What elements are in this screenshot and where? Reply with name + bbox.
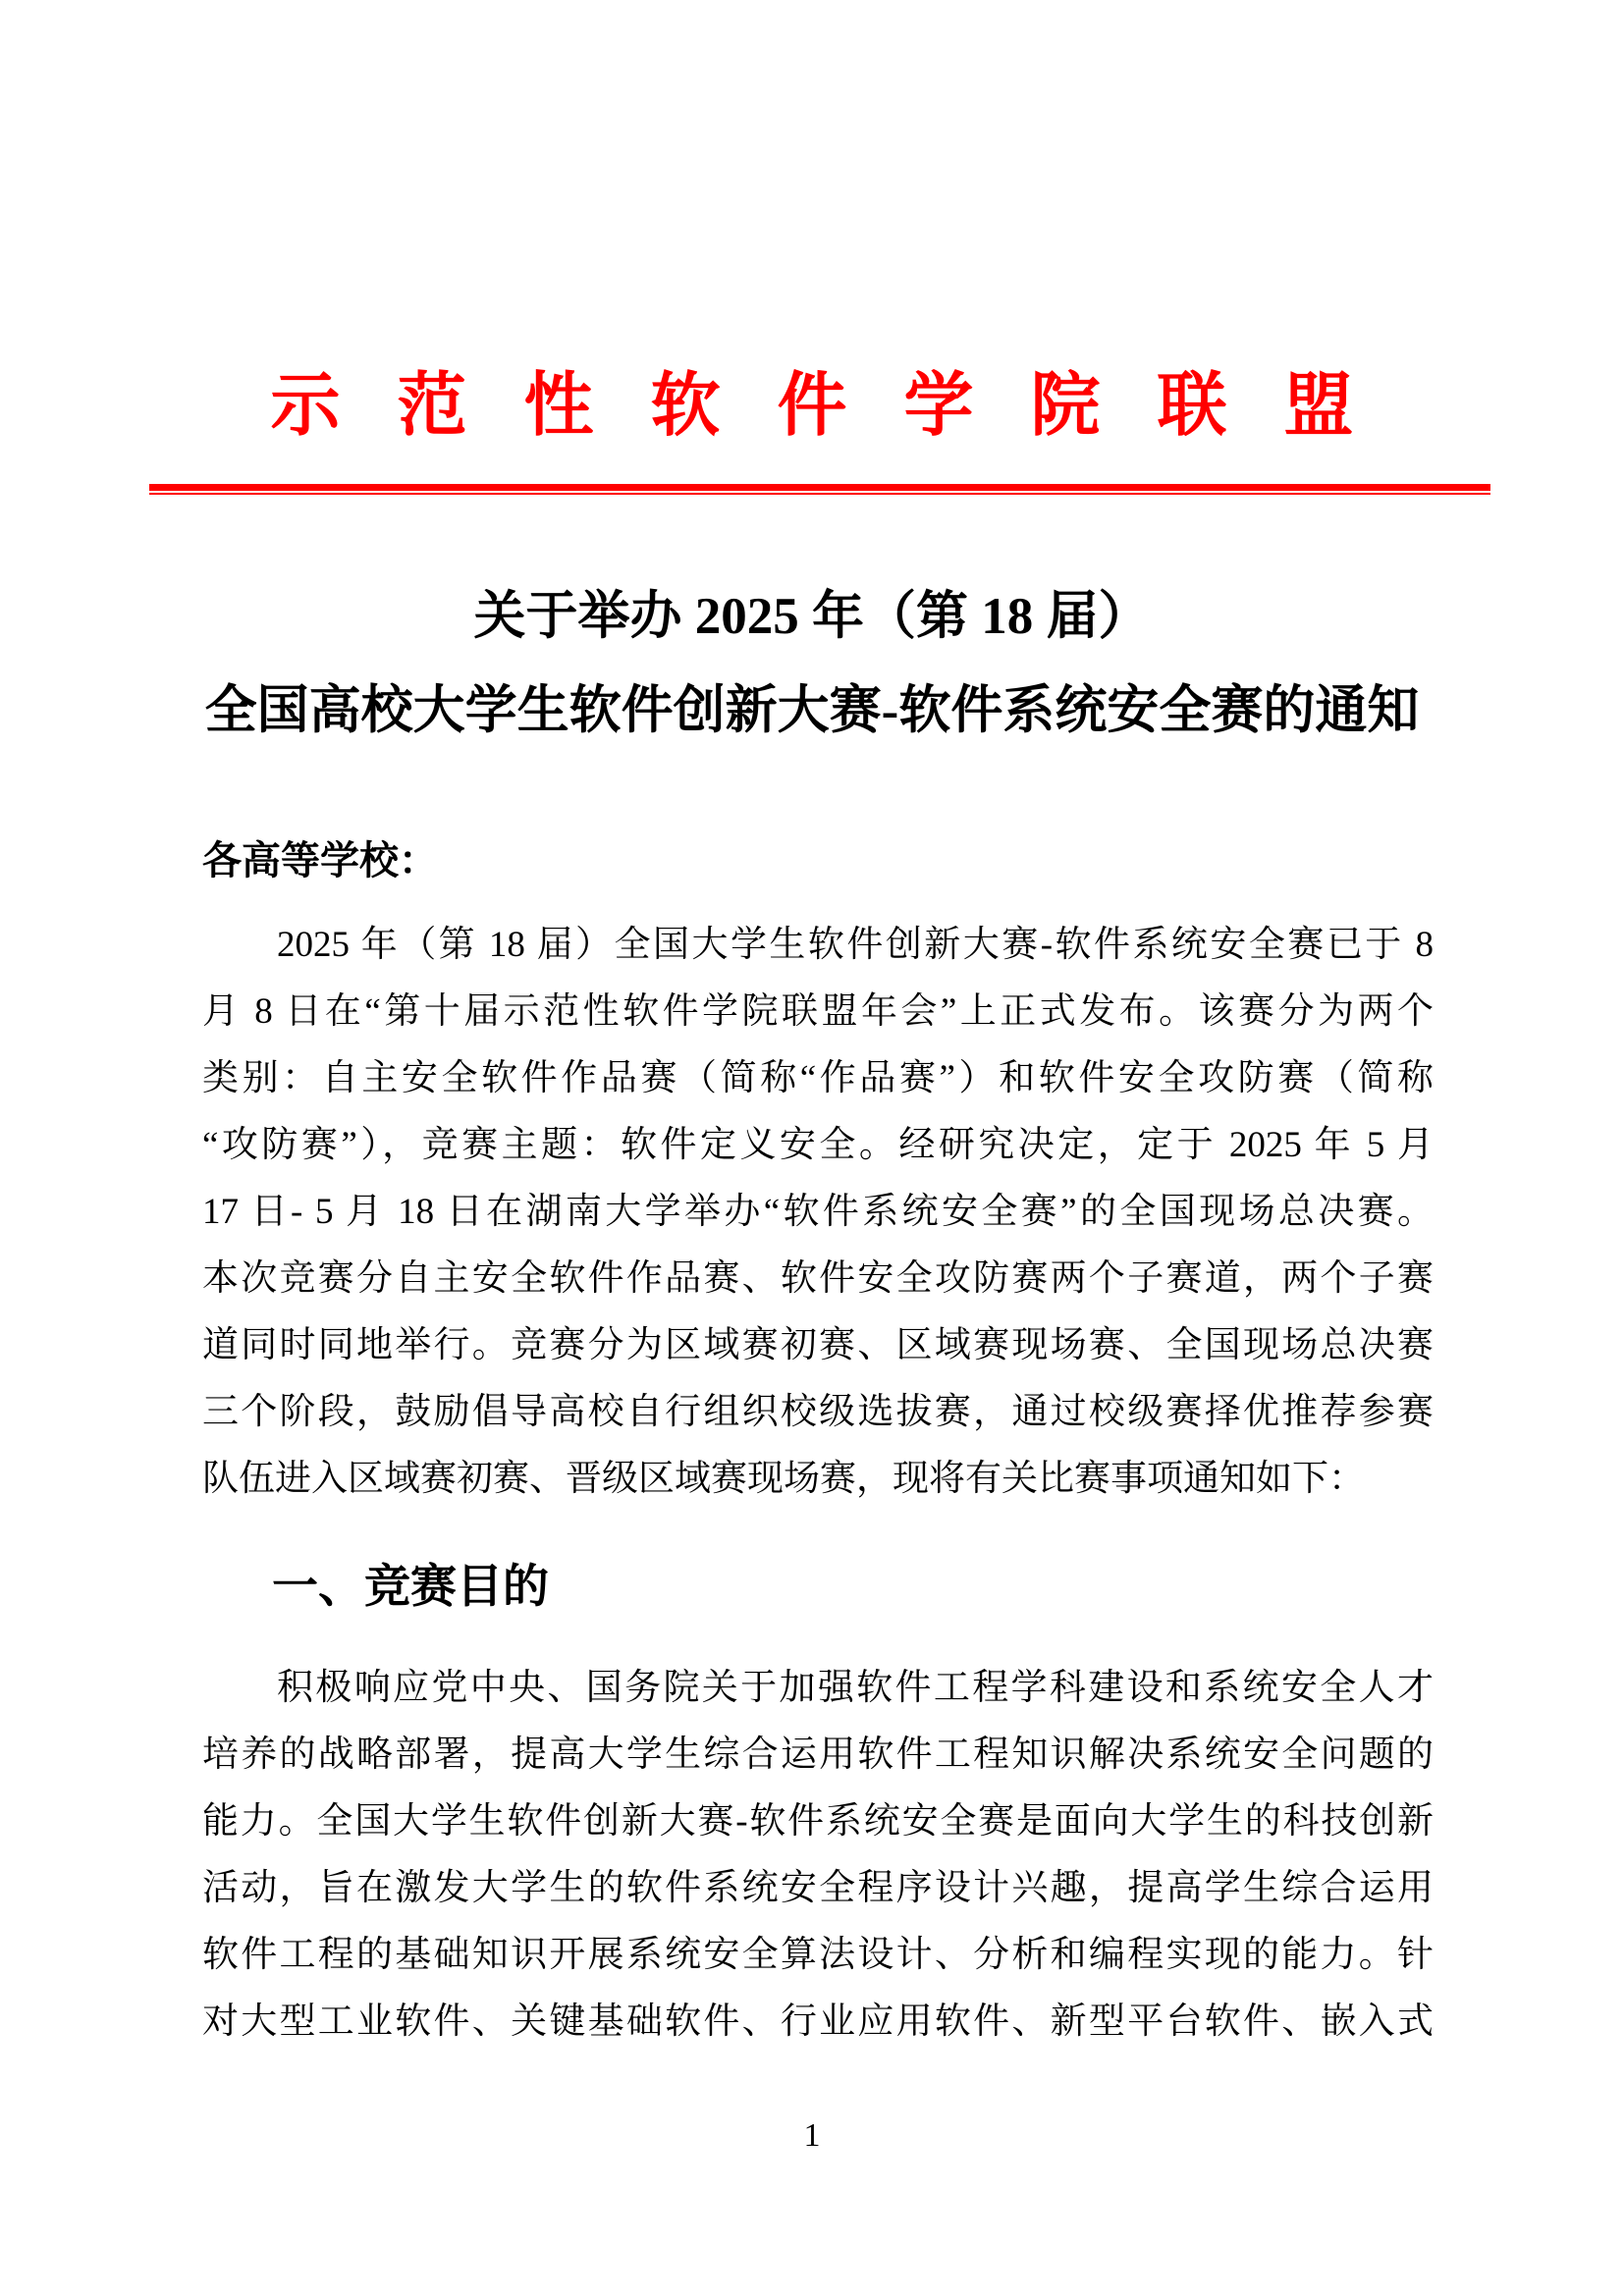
intro-paragraph <box>202 912 1434 1513</box>
document-title <box>0 569 1624 758</box>
text-line: 类别：自主安全软件作品赛（简称“作品赛”）和软件安全攻防赛（简称 <box>202 1058 1434 1098</box>
text-line: 2025 年（第 18 届）全国大学生软件创新大赛-软件系统安全赛已于 8 <box>277 925 1434 965</box>
competition-purpose-paragraph <box>202 1655 1434 2056</box>
text-line: 17 日- 5 月 18 日在湖南大学举办“软件系统安全赛”的全国现场总决赛。 <box>202 1192 1434 1232</box>
text-line: 对大型工业软件、关键基础软件、行业应用软件、新型平台软件、嵌入式 <box>202 2002 1434 2042</box>
text-line: 软件工程的基础知识开展系统安全算法设计、分析和编程实现的能力。针 <box>202 1935 1434 1975</box>
document-title-line-1: 关于举办 2025 年（第 18 届） <box>473 588 1151 645</box>
text-line: “攻防赛”），竞赛主题：软件定义安全。经研究决定，定于 2025 年 5 月 <box>202 1125 1434 1165</box>
text-line: 积极响应党中央、国务院关于加强软件工程学科建设和系统安全人才 <box>277 1668 1434 1708</box>
divider-thick-line <box>149 484 1490 491</box>
salutation: 各高等学校： <box>202 839 438 882</box>
document-title-line-2: 全国高校大学生软件创新大赛-软件系统安全赛的通知 <box>204 682 1420 739</box>
letterhead-divider-rule <box>149 484 1490 495</box>
section-1-heading: 一、竞赛目的 <box>272 1560 549 1612</box>
letterhead-org-name <box>0 0 1624 445</box>
text-line: 月 8 日在“第十届示范性软件学院联盟年会”上正式发布。该赛分为两个 <box>202 991 1434 1032</box>
text-line: 能力。全国大学生软件创新大赛-软件系统安全赛是面向大学生的科技创新 <box>202 1801 1434 1842</box>
text-line: 培养的战略部署，提高大学生综合运用软件工程知识解决系统安全问题的 <box>202 1735 1434 1775</box>
text-line: 道同时同地举行。竞赛分为区域赛初赛、区域赛现场赛、全国现场总决赛 <box>202 1325 1434 1365</box>
divider-thin-line <box>149 493 1490 495</box>
text-line: 三个阶段，鼓励倡导高校自行组织校级选拔赛，通过校级赛择优推荐参赛 <box>202 1392 1434 1432</box>
letterhead-org-name-text: 示范性软件学院联盟 <box>270 367 1411 445</box>
text-line: 本次竞赛分自主安全软件作品赛、软件安全攻防赛两个子赛道，两个子赛 <box>202 1258 1434 1299</box>
page-number: 1 <box>803 2117 821 2154</box>
text-line: 活动，旨在激发大学生的软件系统安全程序设计兴趣，提高学生综合运用 <box>202 1868 1434 1908</box>
text-line: 队伍进入区域赛初赛、晋级区域赛现场赛，现将有关比赛事项通知如下： <box>202 1459 1365 1499</box>
document-body <box>202 828 1434 2056</box>
